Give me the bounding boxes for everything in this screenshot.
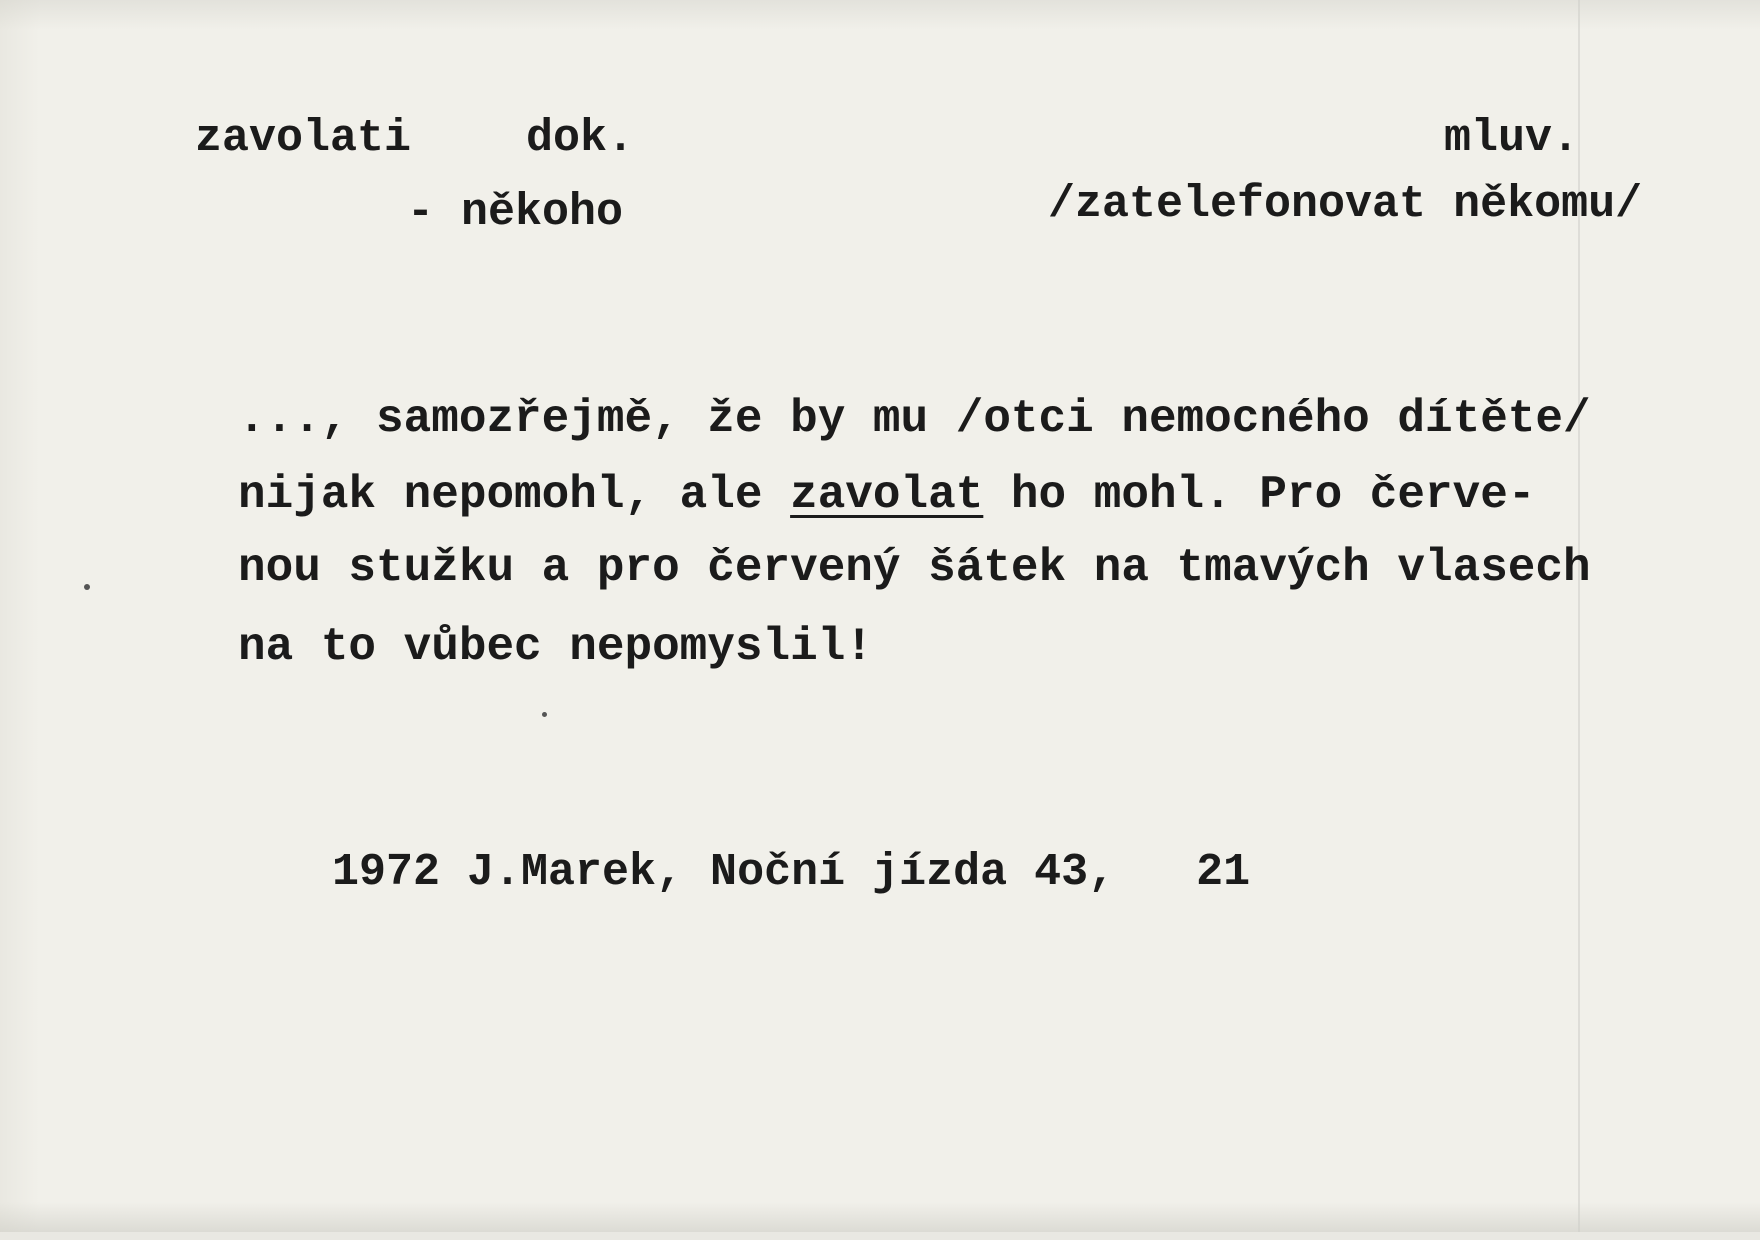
citation-line-1: ..., samozřejmě, že by mu /otci nemocného dítěte/ bbox=[238, 393, 1591, 445]
citation-text: ho mohl. Pro červe- bbox=[983, 469, 1536, 521]
citation-line-3: nou stužku a pro červený šátek na tmavých vlasech bbox=[238, 542, 1591, 594]
paper-speck bbox=[542, 712, 547, 717]
register-label: mluv. bbox=[1444, 113, 1580, 164]
headword: zavolati bbox=[195, 113, 412, 164]
underlined-keyword: zavolat bbox=[790, 469, 984, 521]
object-note: - někoho bbox=[407, 187, 624, 238]
citation-line-4: na to vůbec nepomyslil! bbox=[238, 621, 873, 673]
citation-text: nijak nepomohl, ale bbox=[238, 469, 791, 521]
aspect-label: dok. bbox=[526, 113, 635, 164]
source-reference: 1972 J.Marek, Noční jízda 43, 21 bbox=[332, 847, 1251, 898]
citation-line-2 bbox=[238, 469, 1536, 521]
gloss-note: /zatelefonovat někomu/ bbox=[1048, 179, 1643, 230]
paper-speck bbox=[84, 584, 90, 590]
